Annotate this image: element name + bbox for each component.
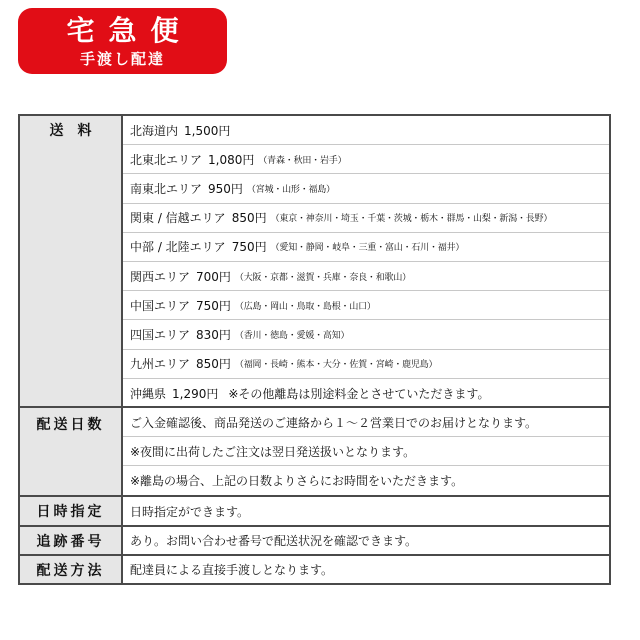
region-prefectures: （広島・岡山・鳥取・島根・山口） [234,301,376,312]
badge-title: 宅急便 [66,14,193,47]
region-price: 750円 [196,298,231,313]
delivery-days-line: ※離島の場合、上記の日数よりさらにお時間をいただきます。 [130,474,464,488]
shipping-fee-rows [123,116,609,406]
region-name: 中国エリア [130,298,191,313]
region-price: 850円 [196,357,231,372]
region-prefectures: （大阪・京都・滋賀・兵庫・奈良・和歌山） [234,272,411,283]
date-time-text: 日時指定ができます。 [130,504,250,519]
shipping-fee-row [123,291,609,320]
region-price: 750円 [231,240,267,255]
shipping-fee-row [123,233,609,262]
shipping-fee-row [123,145,609,174]
region-name: 四国エリア [130,327,191,342]
region-name: 九州エリア [130,357,191,372]
date-time-section [20,497,609,527]
shipping-info-table [18,114,611,585]
shipping-fee-row [123,350,609,379]
region-price: 850円 [231,211,267,226]
shipping-fee-row [123,379,609,408]
shipping-fee-row [123,204,609,233]
region-price: 1,080円 [208,152,255,167]
date-time-label: 日時指定 [20,497,123,525]
region-prefectures: （香川・徳島・愛媛・高知） [234,330,350,341]
tracking-text: あり。お問い合わせ番号で配送状況を確認できます。 [130,534,418,548]
region-prefectures: （青森・秋田・岩手） [258,155,347,166]
remote-island-note: ※その他離島は別途料金とさせていただきます。 [228,386,490,401]
region-prefectures: （宮城・山形・福島） [246,184,335,195]
shipping-fee-row [123,174,609,203]
delivery-badge [18,8,227,74]
badge-subtitle: 手渡し配達 [79,50,165,68]
region-name: 北海道内 [130,123,179,138]
region-name: 北東北エリア [130,152,203,167]
region-price: 1,290円 [172,386,219,401]
delivery-days-line: ご入金確認後、商品発送のご連絡から１～２営業日でのお届けとなります。 [123,408,609,437]
delivery-method-section [20,556,609,583]
shipping-fee-label: 送料 [20,116,123,406]
delivery-days-rows [123,408,609,495]
region-price: 950円 [208,181,243,196]
region-prefectures: （愛知・静岡・岐阜・三重・富山・石川・福井） [270,243,465,254]
delivery-days-label: 配送日数 [20,408,123,495]
region-name: 中部 / 北陸エリア [130,240,226,255]
region-name: 南東北エリア [130,181,203,196]
region-name: 沖縄県 [130,386,167,401]
shipping-fee-row [123,262,609,291]
region-prefectures: （東京・神奈川・埼玉・千葉・茨城・栃木・群馬・山梨・新潟・長野） [270,214,553,225]
tracking-label: 追跡番号 [20,527,123,554]
delivery-days-line: ※夜間に出荷したご注文は翌日発送扱いとなります。 [123,437,609,466]
region-name: 関東 / 信越エリア [130,211,226,226]
region-price: 700円 [196,269,231,284]
tracking-section [20,527,609,556]
shipping-fee-section [20,116,609,408]
region-name: 関西エリア [130,269,191,284]
delivery-days-section [20,408,609,497]
region-price: 1,500円 [184,123,231,138]
delivery-method-text: 配達員による直接手渡しとなります。 [130,563,334,577]
region-price: 830円 [196,327,231,342]
shipping-fee-row [123,116,609,145]
shipping-fee-row [123,320,609,349]
delivery-method-label: 配送方法 [20,556,123,583]
region-prefectures: （福岡・長崎・熊本・大分・佐賀・宮崎・鹿児島） [234,360,438,371]
